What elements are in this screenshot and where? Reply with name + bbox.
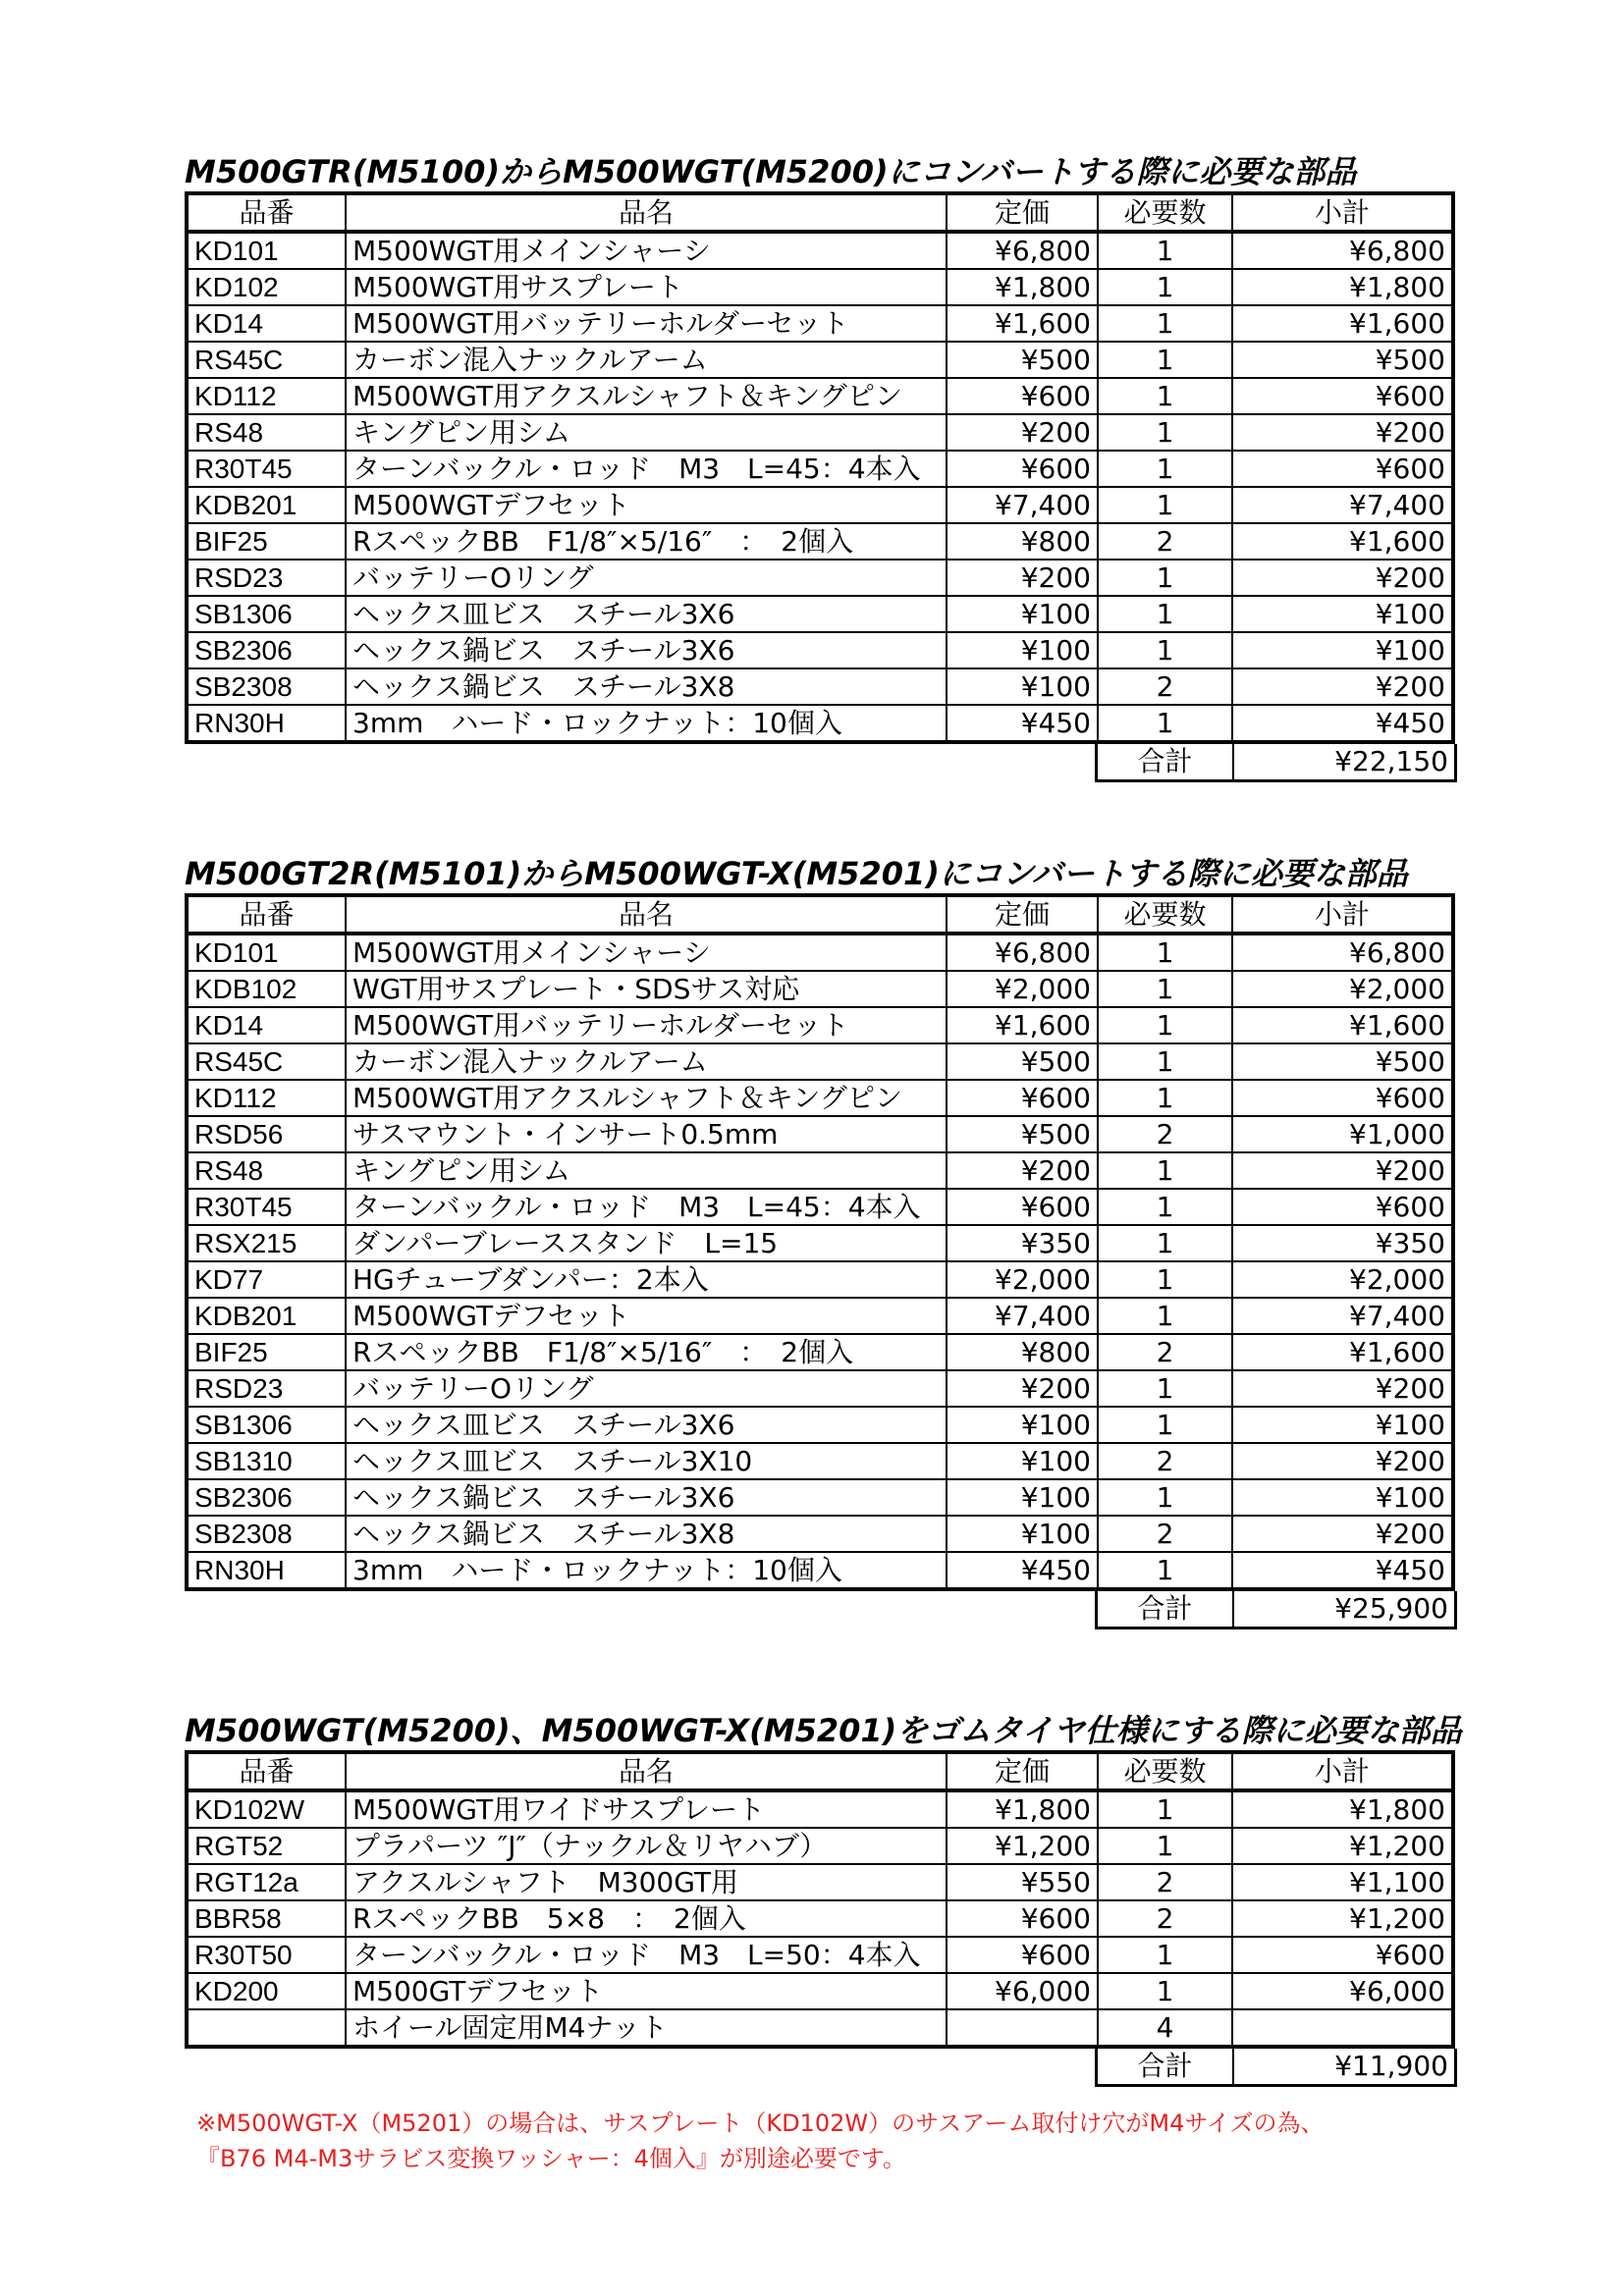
cell-subtotal: ¥2,000	[1232, 971, 1453, 1007]
cell-price: ¥500	[947, 1043, 1098, 1080]
table-row	[187, 1007, 1453, 1043]
header-subtotal: 小計	[1232, 895, 1453, 934]
cell-subtotal: ¥600	[1232, 1937, 1453, 1973]
table-row	[187, 305, 1453, 342]
cell-name: M500WGT用アクスルシャフト＆キングピン	[346, 1080, 947, 1116]
cell-qty: 1	[1098, 232, 1232, 269]
cell-subtotal: ¥600	[1232, 1080, 1453, 1116]
table-row	[187, 1043, 1453, 1080]
cell-name: M500WGTデフセット	[346, 1298, 947, 1334]
header-price: 定価	[947, 1752, 1098, 1790]
cell-code: BBR58	[187, 1900, 346, 1937]
cell-price: ¥600	[947, 1189, 1098, 1225]
cell-subtotal: ¥1,600	[1232, 523, 1453, 560]
cell-name: カーボン混入ナックルアーム	[346, 1043, 947, 1080]
cell-name: M500WGT用バッテリーホルダーセット	[346, 1007, 947, 1043]
cell-qty: 2	[1098, 1116, 1232, 1152]
cell-qty: 1	[1098, 934, 1232, 971]
cell-price: ¥600	[947, 1937, 1098, 1973]
cell-name: サスマウント・インサート0.5mm	[346, 1116, 947, 1152]
cell-price: ¥600	[947, 378, 1098, 414]
cell-price: ¥7,400	[947, 487, 1098, 523]
cell-name: キングピン用シム	[346, 414, 947, 451]
cell-subtotal: ¥1,800	[1232, 269, 1453, 305]
cell-subtotal: ¥200	[1232, 668, 1453, 705]
cell-price: ¥500	[947, 1116, 1098, 1152]
cell-name: バッテリーOリング	[346, 560, 947, 596]
parts-table	[185, 893, 1455, 1591]
cell-qty: 1	[1098, 1298, 1232, 1334]
parts-table	[185, 1750, 1455, 2049]
cell-code: RS45C	[187, 1043, 346, 1080]
cell-code: RS45C	[187, 342, 346, 378]
cell-name: カーボン混入ナックルアーム	[346, 342, 947, 378]
cell-name: バッテリーOリング	[346, 1370, 947, 1407]
cell-name: 3mm ハード・ロックナット：10個入	[346, 1552, 947, 1589]
table-row	[187, 668, 1453, 705]
cell-name: M500WGTデフセット	[346, 487, 947, 523]
cell-subtotal: ¥200	[1232, 1370, 1453, 1407]
cell-qty: 1	[1098, 971, 1232, 1007]
cell-code: SB1306	[187, 1407, 346, 1443]
cell-qty: 1	[1098, 1790, 1232, 1828]
cell-name: M500GTデフセット	[346, 1973, 947, 2009]
cell-qty: 1	[1098, 1261, 1232, 1298]
cell-price: ¥100	[947, 1443, 1098, 1479]
cell-name: ヘックス皿ビス スチール3X6	[346, 596, 947, 632]
cell-subtotal: ¥1,600	[1232, 305, 1453, 342]
cell-subtotal: ¥500	[1232, 1043, 1453, 1080]
note	[196, 2106, 1324, 2176]
cell-subtotal: ¥100	[1232, 596, 1453, 632]
cell-price	[947, 2009, 1098, 2047]
cell-subtotal: ¥1,100	[1232, 1864, 1453, 1900]
cell-qty: 1	[1098, 1973, 1232, 2009]
cell-price: ¥6,800	[947, 232, 1098, 269]
cell-qty: 1	[1098, 1828, 1232, 1864]
cell-qty: 1	[1098, 1407, 1232, 1443]
cell-code: RN30H	[187, 1552, 346, 1589]
cell-code: RGT12a	[187, 1864, 346, 1900]
cell-price: ¥6,000	[947, 1973, 1098, 2009]
cell-qty: 2	[1098, 1864, 1232, 1900]
header-name: 品名	[346, 1752, 947, 1790]
header-row	[187, 1752, 1453, 1790]
cell-subtotal: ¥600	[1232, 451, 1453, 487]
table-row	[187, 1298, 1453, 1334]
cell-qty: 2	[1098, 668, 1232, 705]
cell-price: ¥6,800	[947, 934, 1098, 971]
header-subtotal: 小計	[1232, 193, 1453, 232]
cell-price: ¥100	[947, 632, 1098, 668]
cell-price: ¥1,600	[947, 305, 1098, 342]
table-row	[187, 1334, 1453, 1370]
cell-qty: 1	[1098, 1552, 1232, 1589]
cell-subtotal: ¥1,600	[1232, 1334, 1453, 1370]
cell-code: KD14	[187, 305, 346, 342]
cell-subtotal: ¥100	[1232, 1479, 1453, 1516]
cell-name: ターンバックル・ロッド M3 L=45：4本入	[346, 451, 947, 487]
header-qty: 必要数	[1098, 1752, 1232, 1790]
cell-code: KDB201	[187, 1298, 346, 1334]
cell-qty: 1	[1098, 487, 1232, 523]
header-qty: 必要数	[1098, 895, 1232, 934]
cell-subtotal: ¥450	[1232, 1552, 1453, 1589]
table-row	[187, 1080, 1453, 1116]
cell-name: RスペックBB F1/8″×5/16″ ： 2個入	[346, 523, 947, 560]
cell-qty: 1	[1098, 1479, 1232, 1516]
cell-qty: 1	[1098, 705, 1232, 742]
table-row	[187, 560, 1453, 596]
cell-name: M500WGT用サスプレート	[346, 269, 947, 305]
cell-price: ¥600	[947, 1080, 1098, 1116]
total-value: ¥11,900	[1334, 2050, 1448, 2082]
header-code: 品番	[187, 1752, 346, 1790]
cell-code: RS48	[187, 1152, 346, 1189]
cell-code: KD102W	[187, 1790, 346, 1828]
cell-price: ¥1,600	[947, 1007, 1098, 1043]
table-row	[187, 1516, 1453, 1552]
total-row	[1095, 744, 1457, 782]
cell-price: ¥550	[947, 1864, 1098, 1900]
table-row	[187, 1152, 1453, 1189]
cell-price: ¥2,000	[947, 971, 1098, 1007]
header-price: 定価	[947, 895, 1098, 934]
section-title: M500GT2R(M5101)からM500WGT-X(M5201)にコンバートする際に必要な部品	[185, 855, 1408, 892]
cell-name: WGT用サスプレート・SDSサス対応	[346, 971, 947, 1007]
cell-qty: 1	[1098, 1189, 1232, 1225]
cell-code: SB2306	[187, 1479, 346, 1516]
cell-price: ¥600	[947, 1900, 1098, 1937]
cell-price: ¥500	[947, 342, 1098, 378]
cell-name: ヘックス鍋ビス スチール3X6	[346, 1479, 947, 1516]
cell-price: ¥200	[947, 1152, 1098, 1189]
table-row	[187, 1864, 1453, 1900]
cell-qty: 1	[1098, 1937, 1232, 1973]
cell-name: ヘックス鍋ビス スチール3X8	[346, 1516, 947, 1552]
cell-qty: 1	[1098, 378, 1232, 414]
cell-name: RスペックBB 5×8 ： 2個入	[346, 1900, 947, 1937]
cell-price: ¥200	[947, 560, 1098, 596]
cell-code: BIF25	[187, 523, 346, 560]
cell-subtotal: ¥200	[1232, 1443, 1453, 1479]
cell-subtotal: ¥600	[1232, 1189, 1453, 1225]
cell-name: ターンバックル・ロッド M3 L=50：4本入	[346, 1937, 947, 1973]
table-row	[187, 1370, 1453, 1407]
cell-name: アクスルシャフト M300GT用	[346, 1864, 947, 1900]
cell-code: SB1306	[187, 596, 346, 632]
cell-name: ダンパーブレーススタンド L=15	[346, 1225, 947, 1261]
cell-price: ¥100	[947, 596, 1098, 632]
cell-qty: 1	[1098, 1225, 1232, 1261]
cell-qty: 1	[1098, 269, 1232, 305]
cell-subtotal: ¥6,000	[1232, 1973, 1453, 2009]
cell-subtotal: ¥100	[1232, 632, 1453, 668]
cell-price: ¥800	[947, 1334, 1098, 1370]
table-row	[187, 1189, 1453, 1225]
cell-code: SB2308	[187, 1516, 346, 1552]
cell-qty: 1	[1098, 632, 1232, 668]
cell-name: 3mm ハード・ロックナット：10個入	[346, 705, 947, 742]
header-name: 品名	[346, 193, 947, 232]
parts-section-1	[185, 153, 1451, 782]
table-row	[187, 1828, 1453, 1864]
table-row	[187, 487, 1453, 523]
table-row	[187, 2009, 1453, 2047]
cell-subtotal: ¥1,600	[1232, 1007, 1453, 1043]
table-row	[187, 414, 1453, 451]
cell-code: SB1310	[187, 1443, 346, 1479]
table-row	[187, 1900, 1453, 1937]
cell-subtotal: ¥6,800	[1232, 232, 1453, 269]
cell-subtotal: ¥2,000	[1232, 1261, 1453, 1298]
cell-price: ¥350	[947, 1225, 1098, 1261]
cell-subtotal: ¥500	[1232, 342, 1453, 378]
header-code: 品番	[187, 193, 346, 232]
cell-subtotal: ¥7,400	[1232, 1298, 1453, 1334]
parts-section-3	[185, 1712, 1462, 2087]
cell-code: KD200	[187, 1973, 346, 2009]
cell-code: KD77	[187, 1261, 346, 1298]
cell-name: ターンバックル・ロッド M3 L=45：4本入	[346, 1189, 947, 1225]
cell-name: M500WGT用メインシャーシ	[346, 232, 947, 269]
cell-subtotal: ¥1,200	[1232, 1828, 1453, 1864]
cell-subtotal: ¥450	[1232, 705, 1453, 742]
cell-qty: 4	[1098, 2009, 1232, 2047]
table-row	[187, 1407, 1453, 1443]
total-row	[1095, 2049, 1457, 2087]
cell-subtotal: ¥100	[1232, 1407, 1453, 1443]
cell-name: M500WGT用バッテリーホルダーセット	[346, 305, 947, 342]
note-line-1: ※M500WGT-X（M5201）の場合は、サスプレート（KD102W）のサスアーム取付け穴がM4サイズの為、	[196, 2109, 1325, 2137]
cell-subtotal: ¥7,400	[1232, 487, 1453, 523]
total-label: 合計	[1098, 1591, 1234, 1627]
cell-qty: 2	[1098, 1900, 1232, 1937]
cell-name: M500WGT用アクスルシャフト＆キングピン	[346, 378, 947, 414]
table-row	[187, 1225, 1453, 1261]
cell-name: ホイール固定用M4ナット	[346, 2009, 947, 2047]
cell-code	[187, 2009, 346, 2047]
cell-code: KD14	[187, 1007, 346, 1043]
cell-qty: 1	[1098, 1152, 1232, 1189]
cell-qty: 1	[1098, 1080, 1232, 1116]
cell-price: ¥2,000	[947, 1261, 1098, 1298]
cell-code: KDB102	[187, 971, 346, 1007]
cell-price: ¥1,800	[947, 269, 1098, 305]
cell-price: ¥100	[947, 668, 1098, 705]
cell-code: BIF25	[187, 1334, 346, 1370]
table-row	[187, 269, 1453, 305]
cell-code: SB2306	[187, 632, 346, 668]
cell-subtotal: ¥350	[1232, 1225, 1453, 1261]
header-code: 品番	[187, 895, 346, 934]
cell-code: R30T50	[187, 1937, 346, 1973]
cell-code: RSD23	[187, 560, 346, 596]
header-qty: 必要数	[1098, 193, 1232, 232]
cell-code: RSX215	[187, 1225, 346, 1261]
cell-name: ヘックス鍋ビス スチール3X8	[346, 668, 947, 705]
cell-code: RN30H	[187, 705, 346, 742]
cell-price: ¥1,800	[947, 1790, 1098, 1828]
table-row	[187, 1443, 1453, 1479]
cell-price: ¥600	[947, 451, 1098, 487]
table-row	[187, 632, 1453, 668]
cell-code: R30T45	[187, 1189, 346, 1225]
header-price: 定価	[947, 193, 1098, 232]
cell-code: KD112	[187, 378, 346, 414]
cell-subtotal: ¥1,800	[1232, 1790, 1453, 1828]
total-row	[1095, 1591, 1457, 1629]
cell-qty: 2	[1098, 1334, 1232, 1370]
header-row	[187, 895, 1453, 934]
total-value: ¥22,150	[1334, 745, 1448, 777]
note-line-2: 『B76 M4-M3サラビス変換ワッシャー：4個入』が別途必要です。	[196, 2145, 906, 2172]
table-row	[187, 232, 1453, 269]
cell-qty: 1	[1098, 414, 1232, 451]
cell-subtotal: ¥200	[1232, 414, 1453, 451]
cell-code: KD102	[187, 269, 346, 305]
table-row	[187, 1973, 1453, 2009]
cell-code: KD101	[187, 934, 346, 971]
cell-name: ヘックス皿ビス スチール3X6	[346, 1407, 947, 1443]
table-row	[187, 1790, 1453, 1828]
cell-code: RS48	[187, 414, 346, 451]
cell-price: ¥450	[947, 705, 1098, 742]
cell-name: RスペックBB F1/8″×5/16″ ： 2個入	[346, 1334, 947, 1370]
cell-price: ¥100	[947, 1407, 1098, 1443]
cell-qty: 1	[1098, 596, 1232, 632]
cell-name: キングピン用シム	[346, 1152, 947, 1189]
table-row	[187, 1937, 1453, 1973]
cell-qty: 2	[1098, 1516, 1232, 1552]
cell-qty: 1	[1098, 1370, 1232, 1407]
cell-qty: 2	[1098, 523, 1232, 560]
cell-code: RSD23	[187, 1370, 346, 1407]
cell-price: ¥800	[947, 523, 1098, 560]
cell-name: M500WGT用メインシャーシ	[346, 934, 947, 971]
table-row	[187, 971, 1453, 1007]
cell-qty: 1	[1098, 451, 1232, 487]
header-subtotal: 小計	[1232, 1752, 1453, 1790]
cell-subtotal: ¥200	[1232, 1516, 1453, 1552]
table-row	[187, 523, 1453, 560]
table-row	[187, 596, 1453, 632]
parts-section-2	[185, 855, 1451, 1629]
cell-price: ¥100	[947, 1516, 1098, 1552]
cell-code: R30T45	[187, 451, 346, 487]
cell-name: ヘックス皿ビス スチール3X10	[346, 1443, 947, 1479]
cell-qty: 1	[1098, 560, 1232, 596]
cell-price: ¥1,200	[947, 1828, 1098, 1864]
cell-price: ¥200	[947, 414, 1098, 451]
cell-subtotal: ¥1,000	[1232, 1116, 1453, 1152]
table-row	[187, 451, 1453, 487]
total-value: ¥25,900	[1334, 1592, 1448, 1625]
table-row	[187, 1261, 1453, 1298]
cell-name: M500WGT用ワイドサスプレート	[346, 1790, 947, 1828]
cell-name: プラパーツ ″J″（ナックル＆リヤハブ）	[346, 1828, 947, 1864]
header-row	[187, 193, 1453, 232]
table-row	[187, 1479, 1453, 1516]
cell-price: ¥100	[947, 1479, 1098, 1516]
cell-code: RGT52	[187, 1828, 346, 1864]
table-row	[187, 1552, 1453, 1589]
parts-table	[185, 191, 1455, 744]
total-label: 合計	[1098, 744, 1234, 779]
table-row	[187, 1116, 1453, 1152]
cell-code: KD112	[187, 1080, 346, 1116]
cell-subtotal: ¥600	[1232, 378, 1453, 414]
section-title: M500WGT(M5200)、M500WGT-X(M5201)をゴムタイヤ仕様にする際に必要な部品	[185, 1712, 1462, 1749]
cell-subtotal: ¥200	[1232, 1152, 1453, 1189]
total-label: 合計	[1098, 2049, 1234, 2084]
cell-code: KDB201	[187, 487, 346, 523]
cell-code: RSD56	[187, 1116, 346, 1152]
cell-qty: 1	[1098, 1007, 1232, 1043]
cell-price: ¥200	[947, 1370, 1098, 1407]
cell-price: ¥7,400	[947, 1298, 1098, 1334]
cell-code: SB2308	[187, 668, 346, 705]
cell-name: HGチューブダンパー：2本入	[346, 1261, 947, 1298]
section-title: M500GTR(M5100)からM500WGT(M5200)にコンバートする際に必要な部品	[185, 153, 1357, 190]
cell-subtotal	[1232, 2009, 1453, 2047]
cell-subtotal: ¥200	[1232, 560, 1453, 596]
cell-qty: 1	[1098, 342, 1232, 378]
cell-name: ヘックス鍋ビス スチール3X6	[346, 632, 947, 668]
table-row	[187, 378, 1453, 414]
cell-qty: 1	[1098, 1043, 1232, 1080]
table-row	[187, 342, 1453, 378]
table-row	[187, 934, 1453, 971]
header-name: 品名	[346, 895, 947, 934]
cell-qty: 2	[1098, 1443, 1232, 1479]
cell-subtotal: ¥6,800	[1232, 934, 1453, 971]
cell-subtotal: ¥1,200	[1232, 1900, 1453, 1937]
cell-price: ¥450	[947, 1552, 1098, 1589]
table-row	[187, 705, 1453, 742]
cell-code: KD101	[187, 232, 346, 269]
cell-qty: 1	[1098, 305, 1232, 342]
